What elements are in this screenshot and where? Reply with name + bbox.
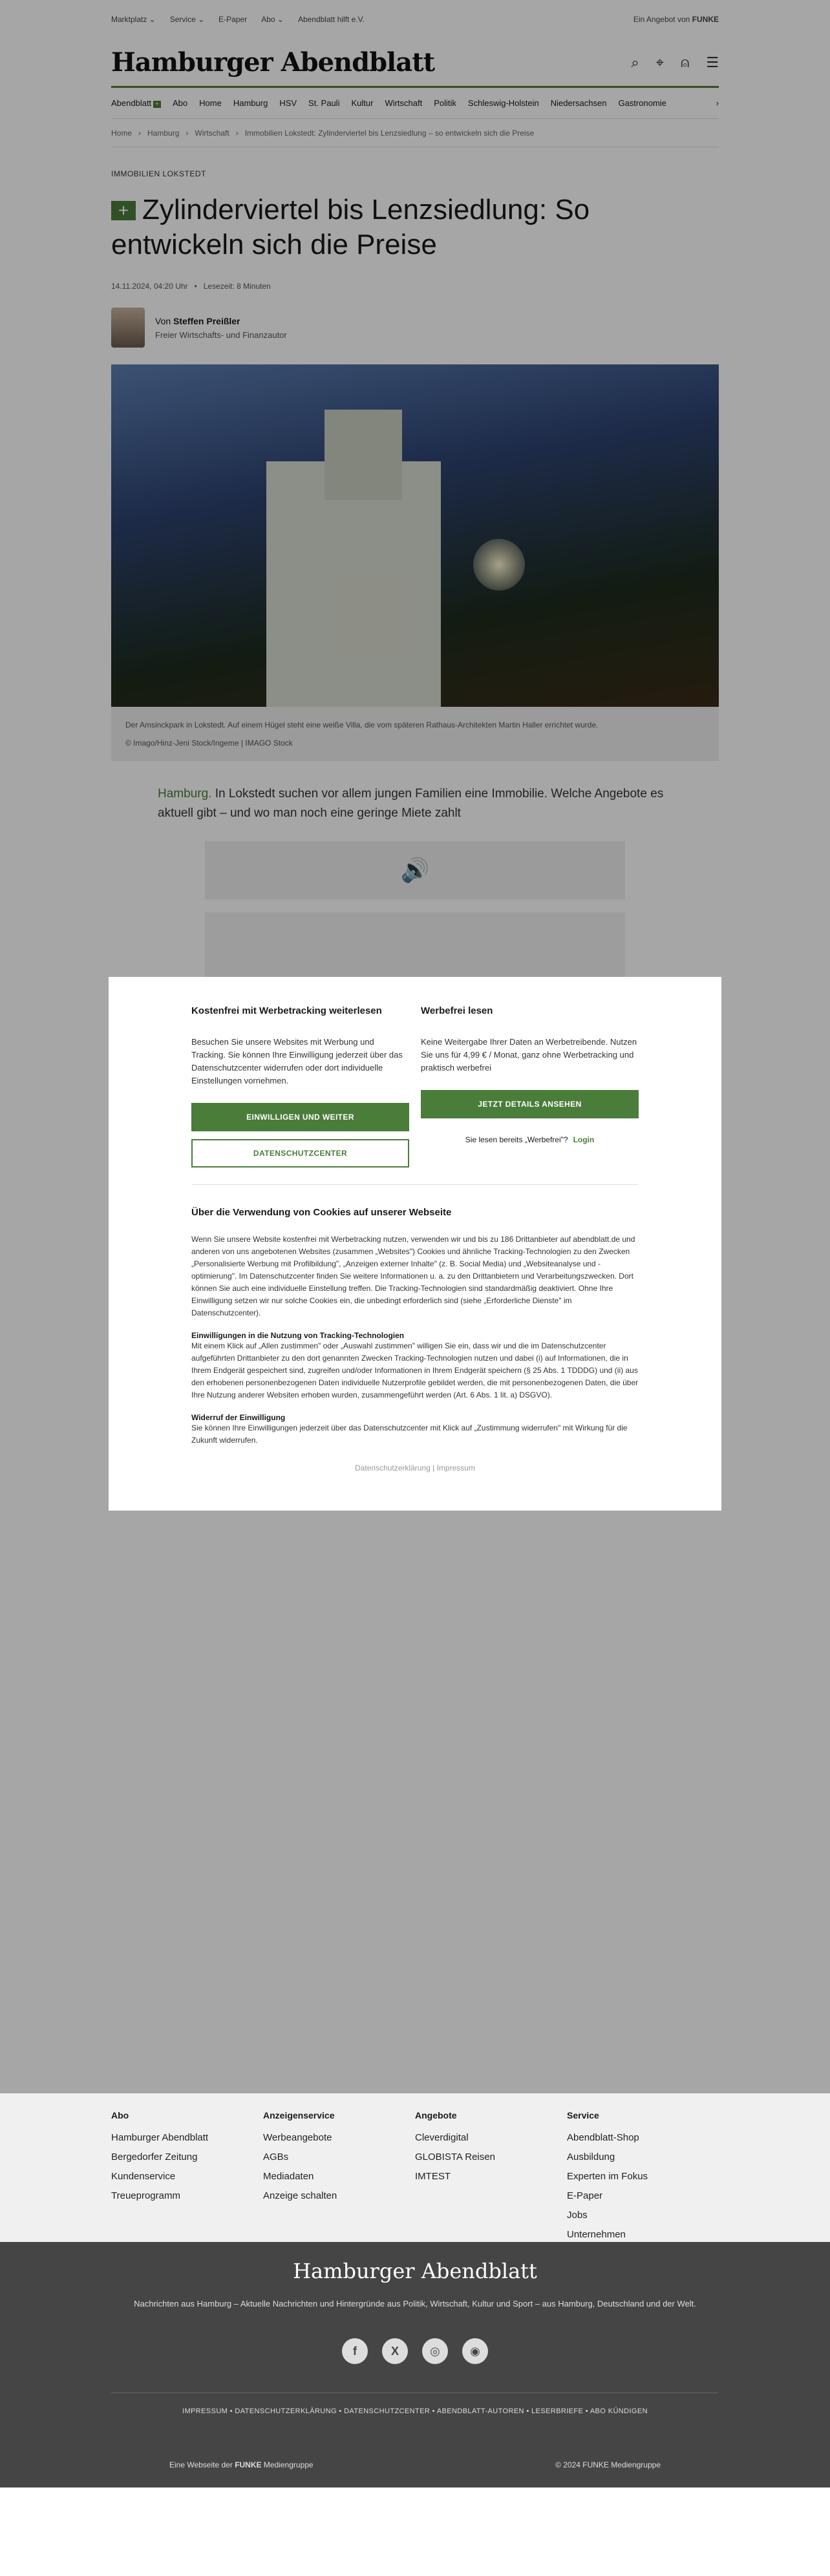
nav-abo[interactable]: Abo [173, 98, 188, 108]
crumb-sep: › [138, 128, 142, 138]
footer-link[interactable]: Hamburger Abendblatt [111, 2132, 209, 2143]
nav-wirtschaft[interactable]: Wirtschaft [385, 98, 423, 108]
divider [191, 1184, 639, 1185]
user-icon[interactable]: ⍝ [681, 54, 690, 70]
crumb-wirtschaft[interactable]: Wirtschaft [195, 128, 229, 138]
login-row [421, 1135, 639, 1144]
crumb-current: Immobilien Lokstedt: Zylinderviertel bis Lenzsiedlung – so entwickeln sich die Preise [244, 128, 535, 138]
caption-credit: © Imago/Hinz-Jeni Stock/Ingeme | IMAGO Stock [125, 738, 293, 748]
footer-link[interactable]: Bergedorfer Zeitung [111, 2152, 198, 2162]
nav-label: Abendblatt [111, 98, 152, 108]
footer-col-service [567, 2110, 719, 2245]
consent-left-text: Besuchen Sie unsere Websites mit Werbung und Tracking. Sie können Ihre Einwilligung jederzeit über das Datenschutzcenter widerrufen oder dort individuelle Einstellungen vornehmen. [191, 1037, 403, 1085]
footer-link[interactable]: Mediadaten [263, 2171, 314, 2182]
chevron-right-icon[interactable]: › [716, 98, 719, 108]
publisher-prefix: Eine Webseite der [169, 2460, 233, 2469]
footer-col-abo [111, 2110, 263, 2245]
nav-st-pauli[interactable]: St. Pauli [308, 98, 340, 108]
footer-link[interactable]: Abendblatt-Shop [567, 2132, 639, 2143]
consent-left-title: Kostenfrei mit Werbetracking weiterlesen [191, 1005, 382, 1016]
nav-gastronomie[interactable]: Gastronomie [618, 98, 666, 108]
footer-col-title: Anzeigenservice [263, 2110, 335, 2120]
topbar-epaper[interactable]: E-Paper [218, 15, 248, 24]
footer-link[interactable]: Kundenservice [111, 2171, 176, 2182]
cookies-text: Wenn Sie unsere Website kostenfrei mit Werbetracking nutzen, verwenden wir und bis zu 186 Drittanbieter auf abendblatt.de und anderen von uns angebotenen Websites (zusammen „Websites") Cookies und ähnliche Tracking-Technologien zu den Zwecken „Personalisierte Werbung mit Profilbildung", „Anzeigen externer Inhalte" (z. B. Social Media) und „Websiteanalyse und -optimierung". Im Datenschutzcenter finden Sie weitere Informationen u. a. zu den Drittanbietern und Verarbeitungszwecken. Dort können Sie auch eine individuelle Einstellung treffen. Die Tracking-Technologien sind standardmäßig deaktiviert. Ohne Ihre Einwilligung setzen wir nur solche Cookies ein, die unbedingt erforderlich sind (siehe „Erforderliche Dienste" im Datenschutzcenter). [191, 1235, 635, 1317]
x-icon[interactable]: X [382, 2338, 408, 2364]
site-logo[interactable]: Hamburger Abendblatt [111, 47, 435, 78]
article-readtime: Lesezeit: 8 Minuten [203, 282, 271, 291]
footer-link[interactable]: Treueprogramm [111, 2190, 180, 2201]
topbar-service[interactable]: Service ⌄ [169, 15, 205, 24]
article-kicker: IMMOBILIEN LOKSTEDT [111, 169, 206, 178]
nav-hsv[interactable]: HSV [279, 98, 297, 108]
footer-link[interactable]: Jobs [567, 2210, 588, 2221]
consent-sub1-text: Mit einem Klick auf „Allen zustimmen" oder „Auswahl zustimmen" willigen Sie ein, dass wir und die im Datenschutzcenter aufgeführten Drittanbieter zu den dort genannten Zwecken Tracking-Technologien nutzen und dabei (i) auf Informationen, die in Ihrem Endgerät gespeichert sind, zugreifen und/oder Informationen in Ihrem Endgerät speichern (§ 25 Abs. 1 TDDDG) und (ii) aus den erhobenen personenbezogenen Daten individuelle Nutzerprofile gebildet werden, die mit personenbezogenen Daten, die über Ihre Nutzung anderer Websiten erhoben wurden, zusammengeführt werden (Art. 6 Abs. 1 lit. a) DSGVO). [191, 1341, 639, 1399]
plus-badge: + [153, 101, 161, 108]
plus-icon: + [111, 201, 136, 220]
footer-bottom [169, 2460, 661, 2469]
footer-link[interactable]: E-Paper [567, 2190, 603, 2201]
consent-sub2-text: Sie können Ihre Einwilligungen jederzeit über das Datenschutzcenter mit Klick auf „Zustimmung widerrufen" mit Wirkung für die Zukunft widerrufen. [191, 1423, 628, 1445]
nav-politik[interactable]: Politik [434, 98, 456, 108]
nav-schleswig-holstein[interactable]: Schleswig-Holstein [467, 98, 539, 108]
imprint-link[interactable]: Impressum [436, 1463, 475, 1472]
footer-col-title: Angebote [415, 2110, 457, 2120]
consent-right-title: Werbefrei lesen [421, 1005, 493, 1016]
caption-text: Der Amsinckpark in Lokstedt. Auf einem Hügel steht eine weiße Villa, die vom späteren Rathaus-Architekten Martin Haller errichtet wurde. [125, 720, 599, 729]
footer-link[interactable]: Werbeangebote [263, 2132, 332, 2143]
login-text: Sie lesen bereits „Werbefrei"? [465, 1135, 568, 1144]
search-icon[interactable]: ⌕ [631, 54, 639, 70]
footer-copyright: © 2024 FUNKE Mediengruppe [555, 2460, 661, 2469]
topbar-marktplatz[interactable]: Marktplatz ⌄ [111, 15, 156, 24]
footer-link[interactable]: GLOBISTA Reisen [415, 2152, 495, 2162]
crumb-hamburg[interactable]: Hamburg [147, 128, 180, 138]
crumb-sep: › [186, 128, 189, 138]
funke-prefix: Ein Angebot von [633, 15, 690, 24]
consent-right-text: Keine Weitergabe Ihrer Daten an Werbetreibende. Nutzen Sie uns für 4,99 € / Monat, ganz ohne Werbetracking und praktisch werbefrei [421, 1037, 637, 1073]
consent-sub2-title: Widerruf der Einwilligung [191, 1413, 286, 1422]
cookies-title: Über die Verwendung von Cookies auf unserer Webseite [191, 1207, 452, 1218]
footer-link[interactable]: AGBs [263, 2152, 289, 2162]
consent-sub1-title: Einwilligungen in die Nutzung von Tracking-Technologien [191, 1331, 405, 1340]
footer-link[interactable]: Cleverdigital [415, 2132, 469, 2143]
footer-link[interactable]: Anzeige schalten [263, 2190, 337, 2201]
crumb-home[interactable]: Home [111, 128, 133, 138]
footer-link[interactable]: Ausbildung [567, 2152, 615, 2162]
crumb-sep: › [235, 128, 239, 138]
accept-button[interactable]: EINWILLIGEN UND WEITER [191, 1103, 409, 1131]
lead-text: In Lokstedt suchen vor allem jungen Familien eine Immobilie. Welche Angebote es aktuell gibt – und wo man noch eine geringe Miete zahlt [158, 787, 664, 820]
topbar-abo[interactable]: Abo ⌄ [261, 15, 284, 24]
footer-col-anzeigen [263, 2110, 415, 2245]
location-icon[interactable]: ⌖ [655, 54, 665, 70]
privacy-center-button[interactable]: DATENSCHUTZCENTER [191, 1139, 409, 1168]
login-link[interactable]: Login [573, 1135, 595, 1144]
footer-dark [0, 2242, 830, 2487]
social-links [0, 2338, 830, 2364]
footer-link[interactable]: Unternehmen [567, 2229, 626, 2240]
author-link[interactable]: Steffen Preißler [173, 315, 240, 326]
nav-niedersachsen[interactable]: Niedersachsen [550, 98, 607, 108]
footer-link[interactable]: IMTEST [415, 2171, 451, 2182]
funke-brand[interactable]: FUNKE [692, 15, 719, 24]
title-text: Zylinderviertel bis Lenzsiedlung: So entwickeln sich die Preise [111, 194, 590, 260]
nav-kultur[interactable]: Kultur [351, 98, 374, 108]
topbar-hilft[interactable]: Abendblatt hilft e.V. [297, 15, 365, 24]
meta-dot: • [194, 282, 197, 291]
speaker-icon[interactable]: 🔊 [400, 857, 430, 883]
footer-tagline: Nachrichten aus Hamburg – Aktuelle Nachrichten und Hintergründe aus Politik, Wirtschaft, Kultur und Sport – aus Hamburg, Deutschland und der Welt. [134, 2299, 696, 2309]
footer-logo[interactable]: Hamburger Abendblatt [293, 2259, 537, 2283]
footer-link[interactable]: Experten im Fokus [567, 2171, 648, 2182]
footer-link-area [0, 2093, 830, 2242]
nav-home[interactable]: Home [199, 98, 222, 108]
lead-place: Hamburg. [158, 787, 212, 801]
footer-legal-links[interactable]: IMPRESSUM • DATENSCHUTZERKLÄRUNG • DATENSCHUTZCENTER • ABENDBLATT-AUTOREN • LESERBRIEFE • ABO KÜNDIGEN [111, 2393, 719, 2415]
privacy-policy-link[interactable]: Datenschutzerklärung [355, 1463, 431, 1472]
footer-col-angebote [415, 2110, 567, 2245]
author-role: Freier Wirtschafts- und Finanzautor [155, 330, 287, 340]
consent-dialog [109, 977, 721, 1511]
footer-col-title: Service [567, 2110, 599, 2120]
footer-publisher [169, 2460, 314, 2469]
instagram-icon[interactable]: ◎ [422, 2338, 448, 2364]
author-prefix: Von [155, 315, 171, 326]
nav-hamburg[interactable]: Hamburg [233, 98, 268, 108]
consent-links: Datenschutzerklärung | Impressum [355, 1463, 475, 1472]
menu-icon[interactable]: ☰ [706, 54, 719, 70]
facebook-icon[interactable]: f [342, 2338, 368, 2364]
details-button[interactable]: JETZT DETAILS ANSEHEN [421, 1090, 639, 1118]
publisher-brand[interactable]: FUNKE [235, 2460, 262, 2469]
article-date: 14.11.2024, 04:20 Uhr [111, 282, 188, 291]
rss-icon[interactable]: ◉ [462, 2338, 488, 2364]
publisher-suffix: Mediengruppe [263, 2460, 314, 2469]
footer-col-title: Abo [111, 2110, 129, 2120]
